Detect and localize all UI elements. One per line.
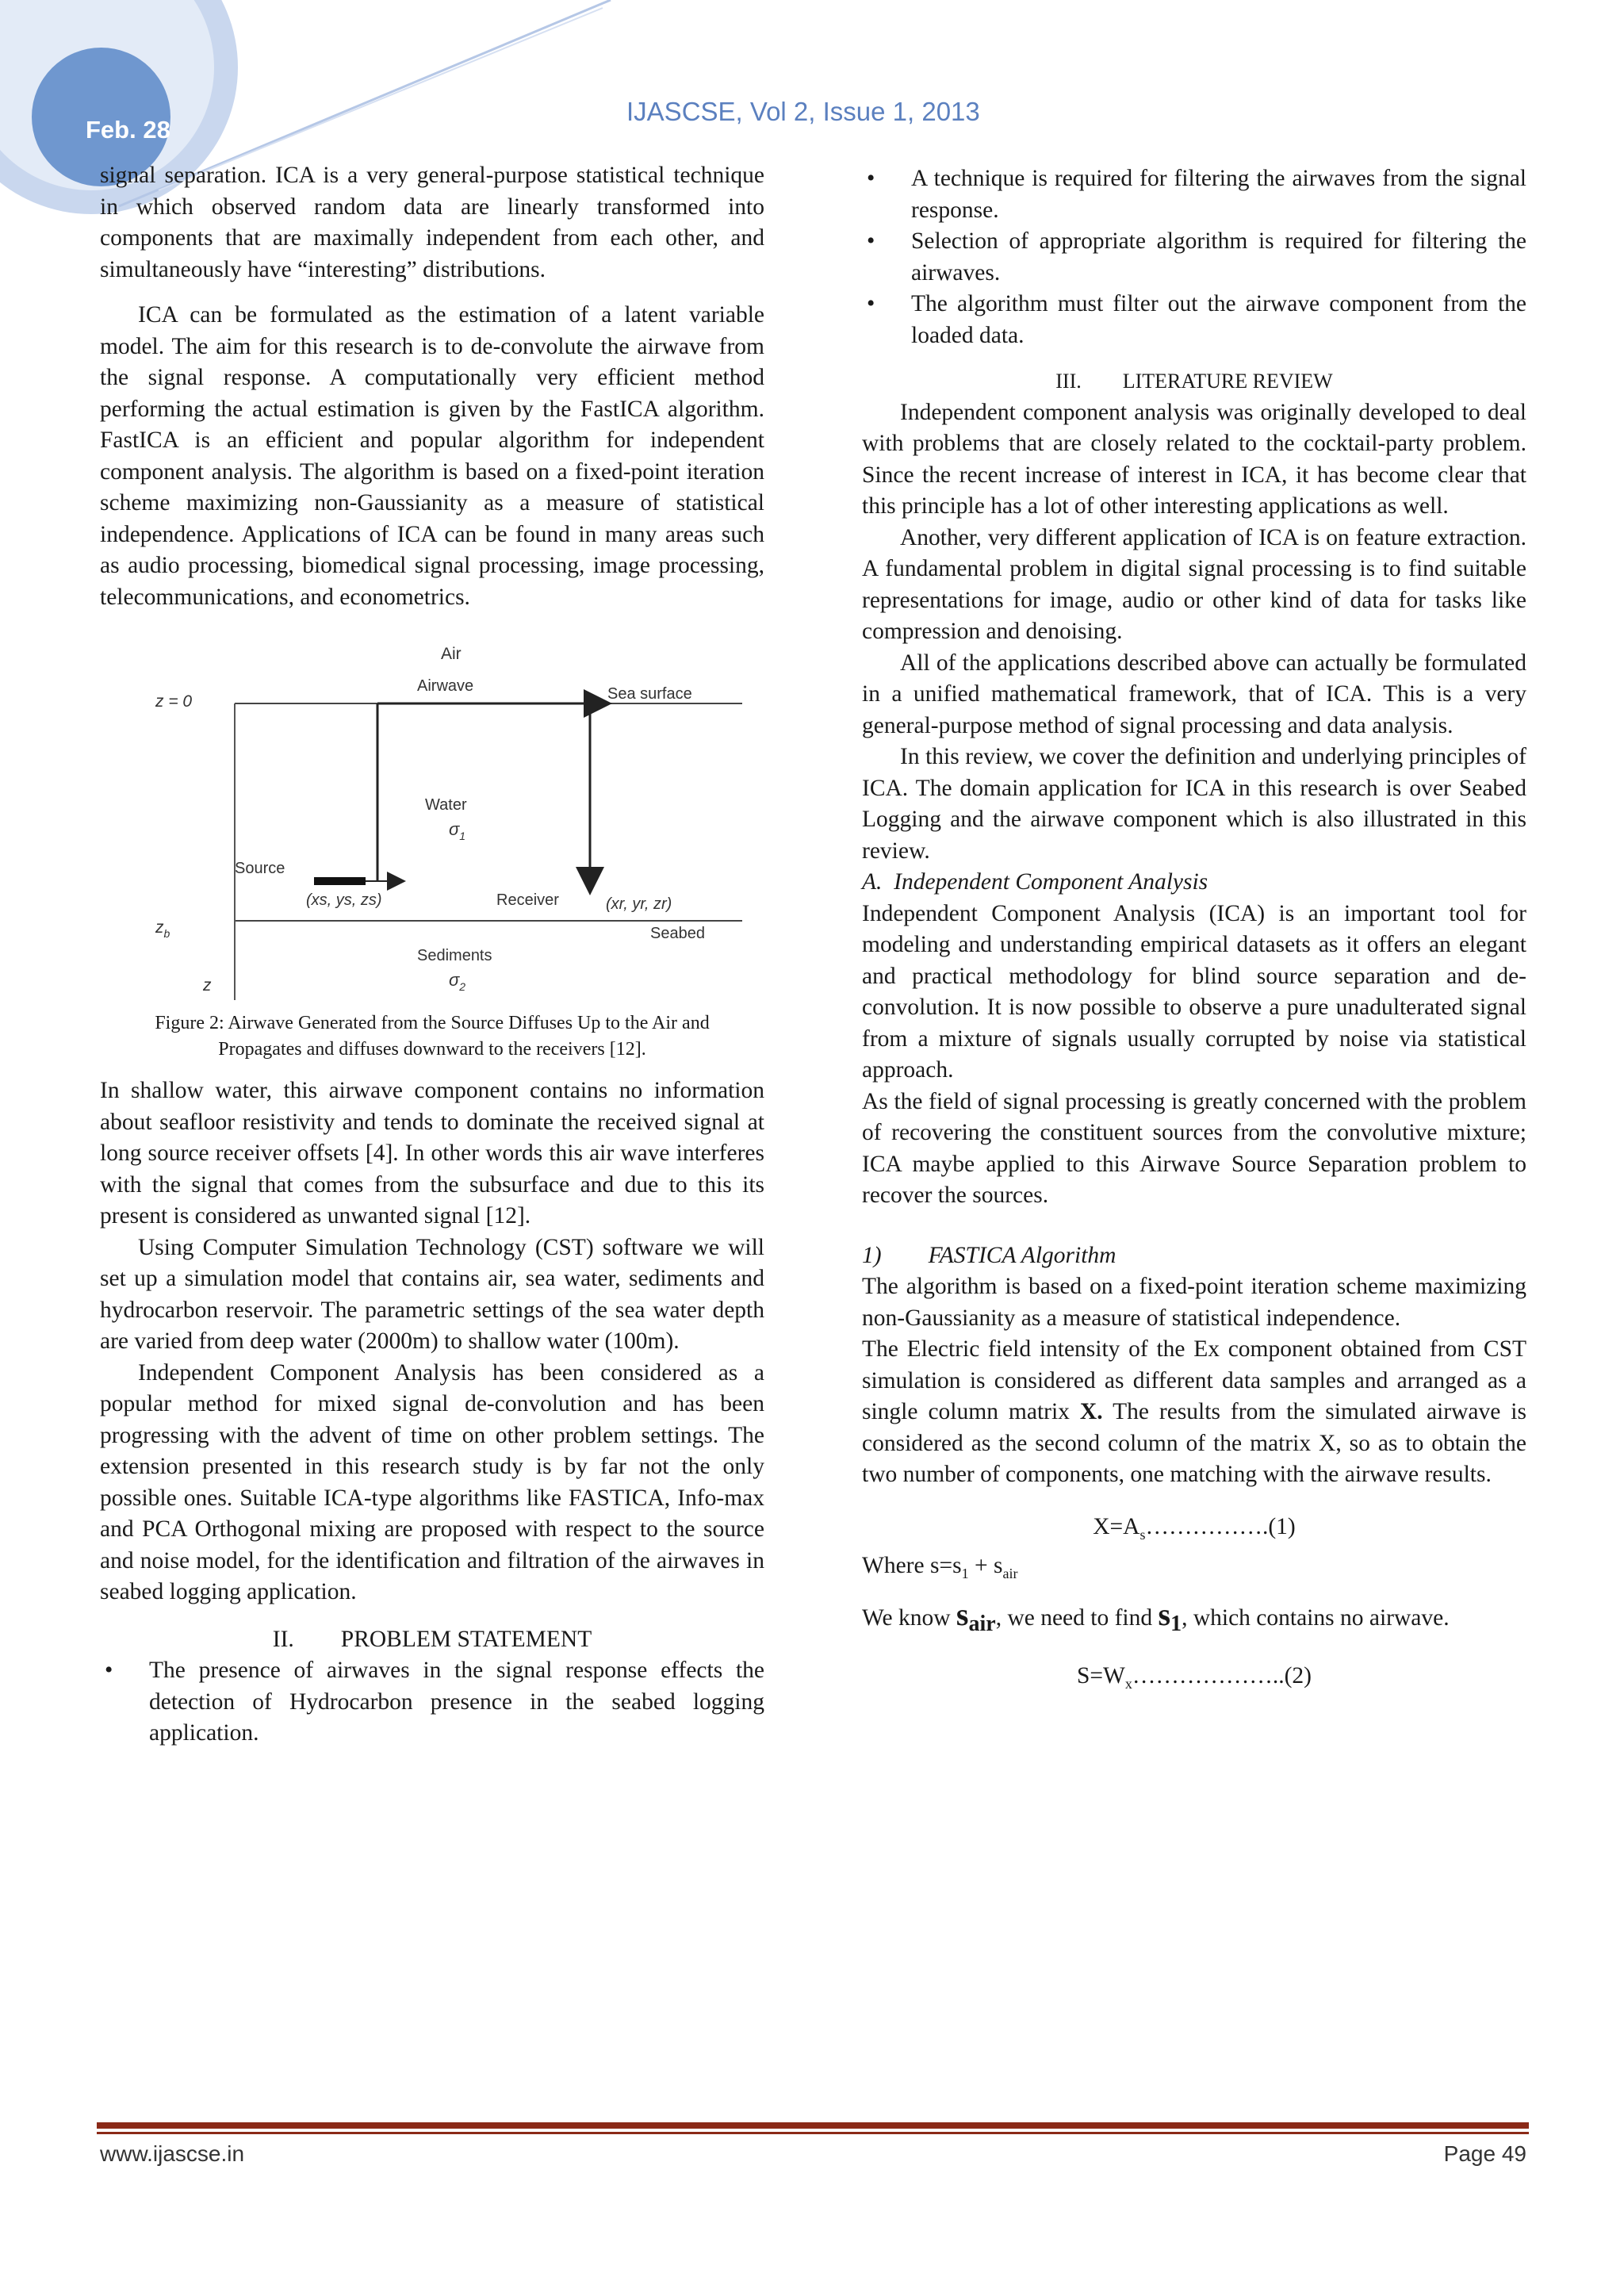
problem-statement-list xyxy=(100,1655,764,1750)
label-source-coords: (xs, ys, zs) xyxy=(306,891,382,909)
where-line: Where $s=s_1 + s_{air}$ xyxy=(862,1552,1018,1581)
label-sigma1: $\sigma_1$ xyxy=(449,819,466,842)
right-paragraph-3: All of the applications described above can actually be formulated in a unified mathematical framework, that of ICA. This is a very general-purpose method of signal processing and data analysis. xyxy=(862,650,1526,738)
label-sigma2: $\sigma_2$ xyxy=(449,970,466,993)
section-heading-literature-review: III. LITERATURE REVIEW xyxy=(1055,370,1333,393)
right-paragraph-4: In this review, we cover the definition and underlying principles of ICA. The domain application for ICA in this research is over Seabed Logging and the airwave component which is also illustrated in this review. xyxy=(862,744,1526,864)
figure-2 xyxy=(100,627,764,1004)
right-paragraph-8: The Electric field intensity of the Ex component obtained from CST simulation is considered as different data samples and arranged as a single column matrix X. The results from the simulated airwave is considered as the second column of the matrix X, so as to obtain the two number of components, one matching with the airwave results. xyxy=(862,1336,1526,1487)
left-paragraph-3: In shallow water, this airwave component contains no information about seafloor resistivity and tends to dominate the received signal at long source receiver offsets [4]. In other words this air wave interferes with the signal that comes from the subsurface and due to this its present is considered as unwanted signal [12]. xyxy=(100,1078,764,1228)
label-seabed: Seabed xyxy=(650,925,705,942)
footer-rule-thin xyxy=(97,2132,1529,2134)
equation-1: $X=A_s\dots\dots\dots\dots\dots.(1)$ xyxy=(1093,1513,1296,1543)
figure-caption-line-2: Propagates and diffuses downward to the receivers [12]. xyxy=(218,1039,646,1060)
section-heading-problem-statement: II. PROBLEM STATEMENT xyxy=(272,1626,592,1652)
label-z0: z = 0 xyxy=(155,692,193,711)
footer-rule-thick xyxy=(97,2122,1529,2129)
subsection-heading-ica: A. Independent Component Analysis xyxy=(862,869,1208,895)
label-receiver: Receiver xyxy=(496,891,559,909)
issue-date: Feb. 28 xyxy=(86,116,170,144)
label-z: z xyxy=(203,976,212,995)
subsection-heading-fastica: 1) FASTICA Algorithm xyxy=(862,1242,1116,1268)
right-paragraph-1: Independent component analysis was originally developed to deal with problems that are closely related to the cocktail-party problem. Since the recent increase of interest in ICA, it has become clear that this principle has a lot of other interesting applications as well. xyxy=(862,399,1526,519)
left-paragraph-1: signal separation. ICA is a very general-purpose statistical technique in which observed random data are linearly transformed into components that are maximally independent from each other, and simultaneously have “interesting” distributions. xyxy=(100,163,764,282)
journal-title: IJASCSE, Vol 2, Issue 1, 2013 xyxy=(626,97,980,126)
left-paragraph-4: Using Computer Simulation Technology (CST) software we will set up a simulation model that contains air, sea water, sediments and hydrocarbon reservoir. The parametric settings of the sea water depth are varied from deep water (2000m) to shallow water (100m). xyxy=(100,1234,764,1354)
problem-statement-list-cont xyxy=(862,163,1526,351)
label-receiver-coords: (xr, yr, zr) xyxy=(606,895,672,913)
right-paragraph-5: Independent Component Analysis (ICA) is an important tool for modeling and understanding empirical datasets as it offers an elegant and practical methodology for blind source separation and de-convolution. It is now possible to observe a pure unadulterated signal from a mixture of signals usually corrupted by noise via statistical approach. xyxy=(862,900,1526,1083)
right-paragraph-2: Another, very different application of ICA is on feature extraction. A fundamental problem in digital signal processing is to find suitable representations for image, audio or other kind of data for tasks like compression and denoising. xyxy=(862,524,1526,644)
problem-bullet-3: • Selection of appropriate algorithm is required for filtering the airwaves. xyxy=(862,226,1526,289)
problem-bullet-4: • The algorithm must filter out the airwave component from the loaded data. xyxy=(862,289,1526,351)
figure-caption xyxy=(100,1010,764,1063)
label-air: Air xyxy=(441,645,462,663)
right-paragraph-7: The algorithm is based on a fixed-point iteration scheme maximizing non-Gaussianity as a measure of statistical independence. xyxy=(862,1274,1526,1331)
left-column xyxy=(100,160,764,1750)
figure-caption-line-1: Figure 2: Airwave Generated from the Source Diffuses Up to the Air and xyxy=(155,1013,710,1033)
label-sea-surface: Sea surface xyxy=(607,685,692,703)
label-source: Source xyxy=(235,860,285,877)
footer-url[interactable]: www.ijascse.in xyxy=(100,2141,245,2166)
we-know-line: We know $s_{air}$, we need to find $s_1$, which contains no airwave. xyxy=(862,1596,1450,1637)
label-airwave: Airwave xyxy=(417,677,474,695)
left-paragraph-2: ICA can be formulated as the estimation of a latent variable model. The aim for this research is to de-convolute the airwave from the signal response. A computationally very efficient method performing the actual estimation is given by the FastICA algorithm. FastICA is an efficient and popular algorithm for independent component analysis. The algorithm is based on a fixed-point iteration scheme maximizing non-Gaussianity as a measure of statistical independence. Applications of ICA can be found in many areas such as audio processing, biomedical signal processing, image processing, telecommunications, and econometrics. xyxy=(100,302,764,610)
equation-2: $S=W_x\dots\dots\dots\dots\dots\dots..(2)$ xyxy=(1076,1662,1312,1692)
right-column xyxy=(862,163,1526,1700)
left-paragraph-5: Independent Component Analysis has been considered as a popular method for mixed signal de-convolution and has been progressing with the advent of time on other problem settings. The extension presented in this research study is by far not the only possible ones. Suitable ICA-type algorithms like FASTICA, Info-max and PCA Orthogonal mixing are proposed with respect to the source and noise model, for the identification and filtration of the airwaves in seabed logging application. xyxy=(100,1359,764,1604)
right-paragraph-6: As the field of signal processing is greatly concerned with the problem of recovering the constituent sources from the convolutive mixture; ICA maybe applied to this Airwave Source Separation problem to recover the sources. xyxy=(862,1088,1526,1208)
source-marker xyxy=(314,877,366,885)
problem-bullet-1: • The presence of airwaves in the signal response effects the detection of Hydrocarbon presence in the seabed logging application. xyxy=(100,1655,764,1750)
label-water: Water xyxy=(425,796,467,814)
page-number: Page 49 xyxy=(1443,2141,1526,2166)
airwave-diagram xyxy=(100,627,764,1004)
label-sediments: Sediments xyxy=(417,947,492,964)
label-zb: $z_b$ xyxy=(155,918,170,940)
problem-bullet-2: • A technique is required for filtering the airwaves from the signal response. xyxy=(862,163,1526,226)
